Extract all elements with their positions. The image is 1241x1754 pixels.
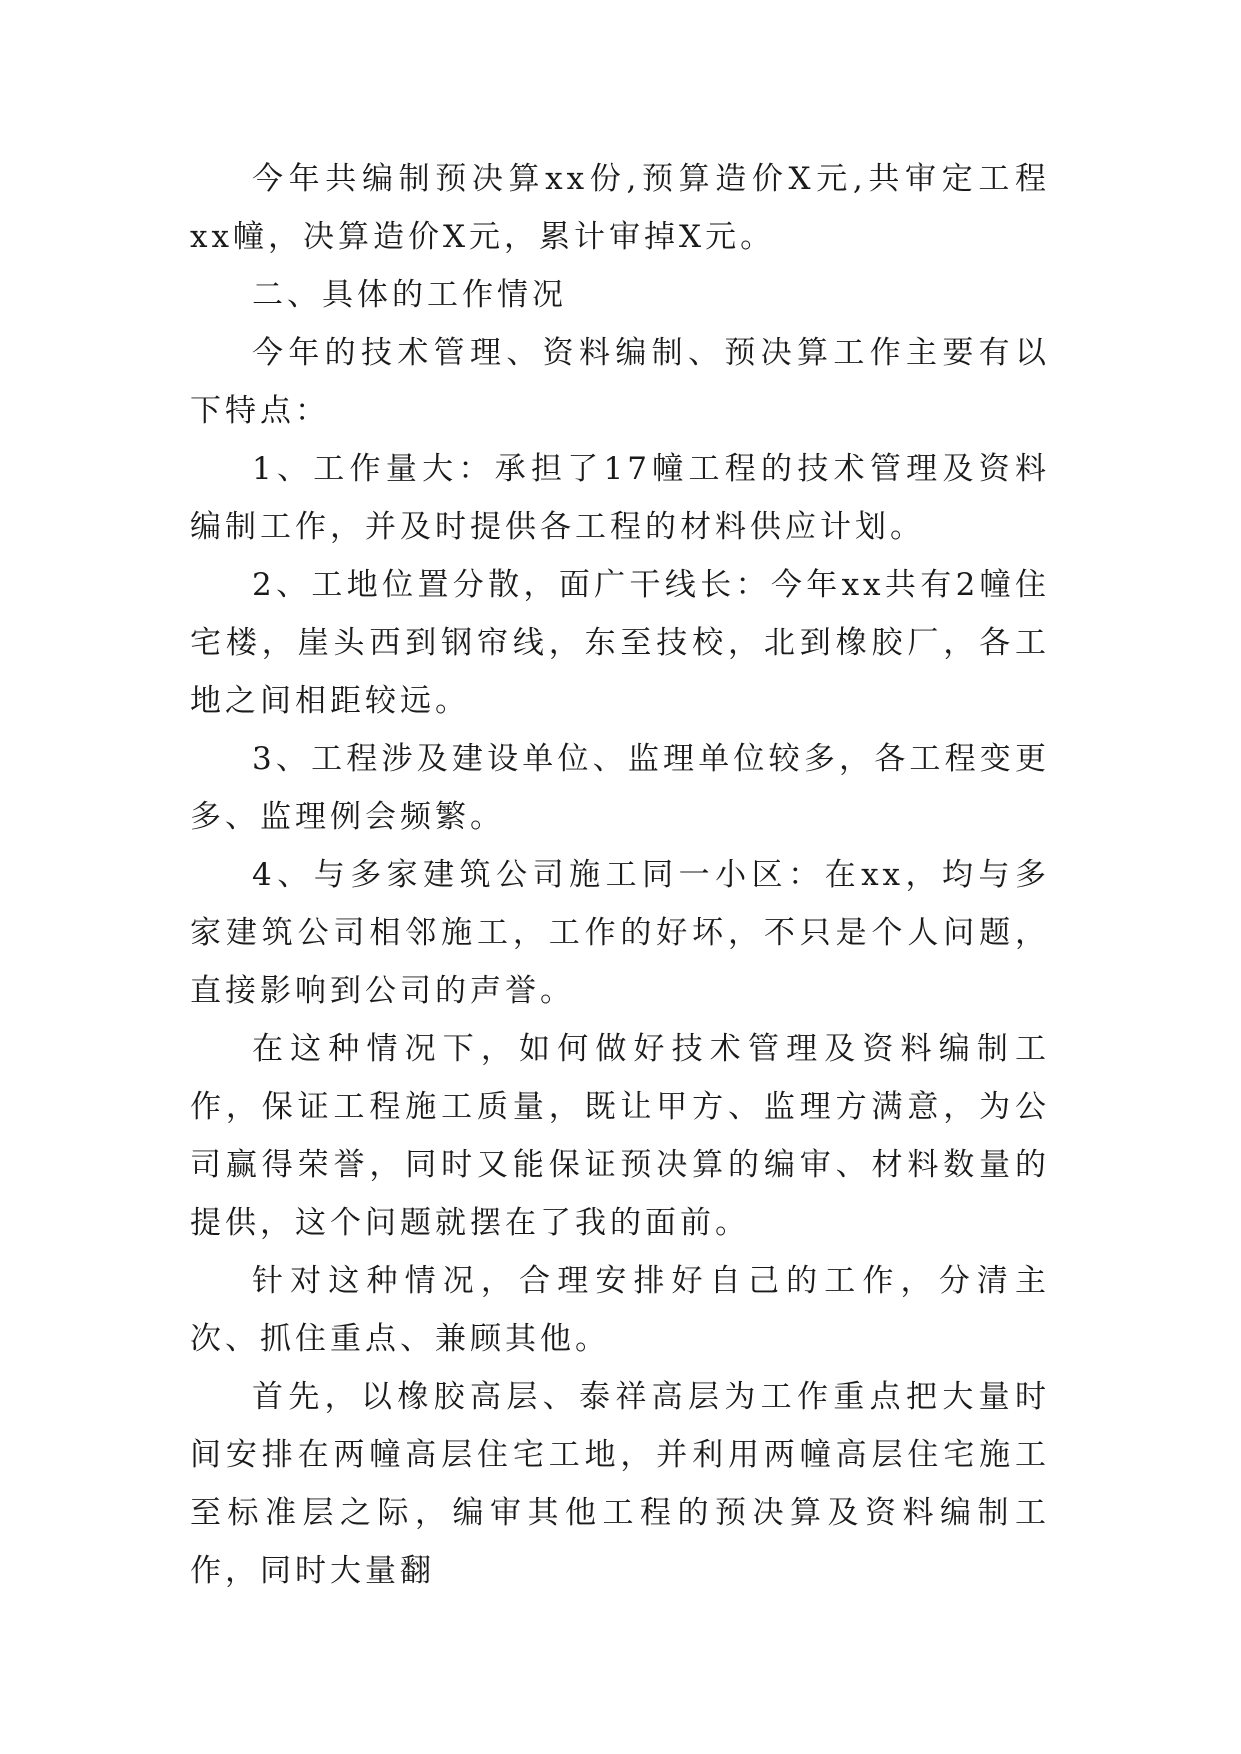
paragraph-item-3: 3、工程涉及建设单位、监理单位较多，各工程变更多、监理例会频繁。 bbox=[190, 741, 1050, 835]
paragraph-item-1: 1、工作量大：承担了17幢工程的技术管理及资料编制工作，并及时提供各工程的材料供应计划。 bbox=[190, 451, 1050, 545]
paragraph-summary: 今年共编制预决算xx份,预算造价X元,共审定工程xx幢，决算造价X元，累计审掉X元。 bbox=[190, 161, 1050, 255]
paragraph-situation: 在这种情况下，如何做好技术管理及资料编制工作，保证工程施工质量，既让甲方、监理方满意，为公司赢得荣誉，同时又能保证预决算的编审、材料数量的提供，这个问题就摆在了我的面前。 bbox=[190, 1031, 1050, 1241]
paragraph-approach: 针对这种情况，合理安排好自己的工作，分清主次、抓住重点、兼顾其他。 bbox=[190, 1263, 1050, 1357]
document-body bbox=[190, 150, 1050, 1600]
paragraph-features-intro: 今年的技术管理、资料编制、预决算工作主要有以下特点： bbox=[190, 335, 1050, 429]
paragraph-item-2: 2、工地位置分散，面广干线长：今年xx共有2幢住宅楼，崖头西到钢帘线，东至技校，北到橡胶厂，各工地之间相距较远。 bbox=[190, 567, 1050, 719]
section-heading-work-details: 二、具体的工作情况 bbox=[252, 277, 567, 313]
paragraph-first-step: 首先，以橡胶高层、泰祥高层为工作重点把大量时间安排在两幢高层住宅工地，并利用两幢高层住宅施工至标准层之际，编审其他工程的预决算及资料编制工作，同时大量翻 bbox=[190, 1379, 1050, 1589]
paragraph-item-4: 4、与多家建筑公司施工同一小区：在xx，均与多家建筑公司相邻施工，工作的好坏，不只是个人问题，直接影响到公司的声誉。 bbox=[190, 857, 1050, 1009]
